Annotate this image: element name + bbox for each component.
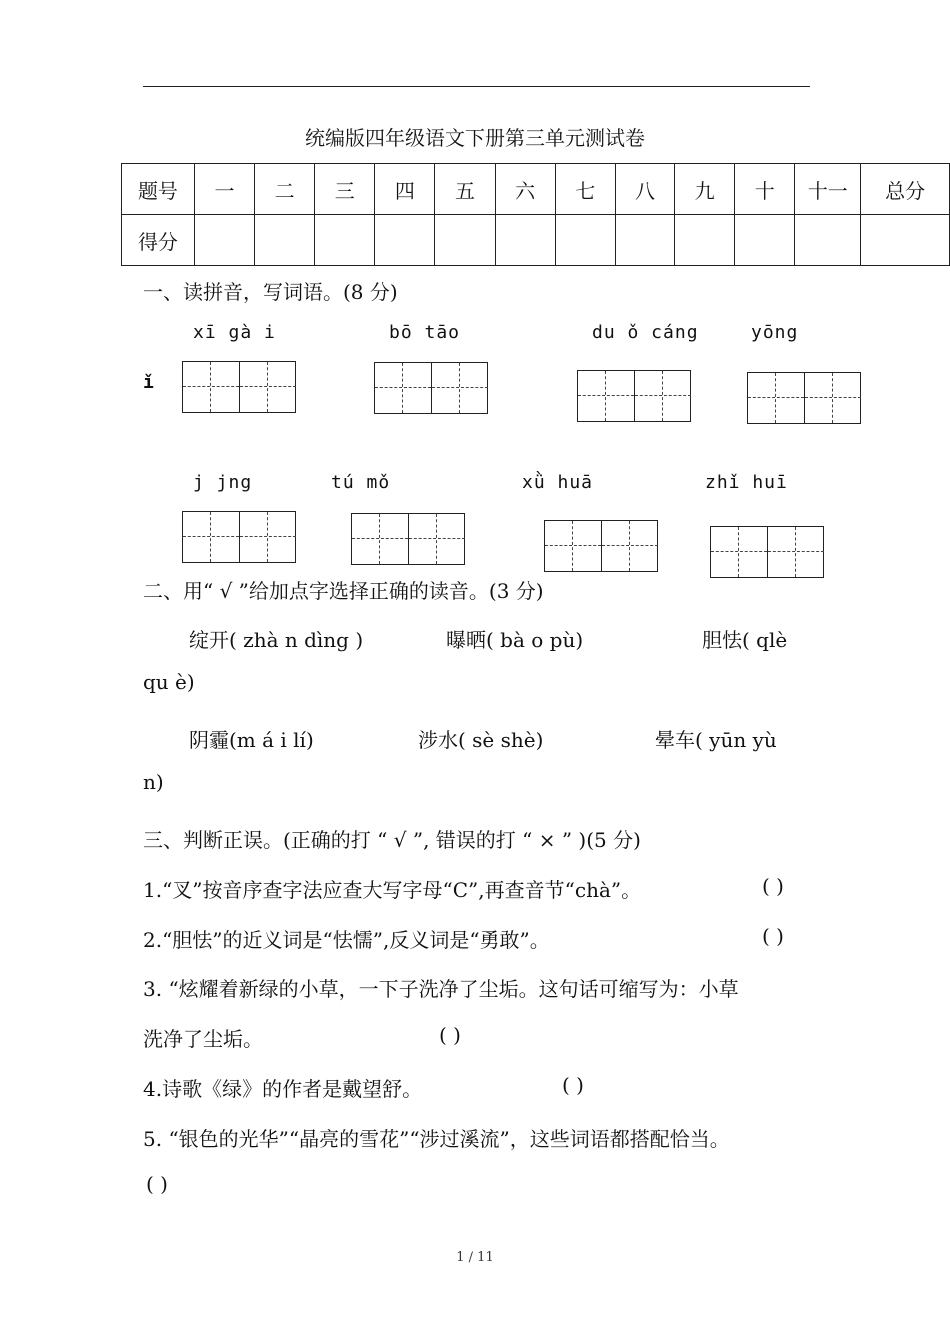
table-cell: 八 [615,164,674,215]
table-cell: 九 [675,164,735,215]
reading-choice-wrap: qu è) [143,670,195,694]
answer-parentheses[interactable]: ( ) [146,1172,168,1196]
writing-grid[interactable] [544,520,658,572]
reading-choice[interactable]: 涉水( sè shè) [418,728,544,752]
writing-grid[interactable] [374,362,488,414]
score-input-cell[interactable] [675,215,735,266]
judgement-item: 1.“叉”按音序查字法应查大写字母“C”,再查音节“chà”。 [143,878,642,902]
grid-cell[interactable] [711,527,767,577]
writing-grid[interactable] [182,511,296,563]
score-input-cell[interactable] [194,215,254,266]
grid-cell[interactable] [634,371,691,421]
score-table [121,163,950,266]
pinyin-label: xī gà i [193,322,276,343]
grid-cell[interactable] [767,527,824,577]
pinyin-label: tú mǒ [331,472,391,493]
table-cell: 一 [194,164,254,215]
score-input-cell[interactable] [615,215,674,266]
grid-cell[interactable] [545,521,601,571]
table-cell: 总分 [861,164,950,215]
pinyin-label: xǜ huā [522,472,594,493]
reading-choice[interactable]: 绽开( zhà n dìng ) [189,628,364,652]
reading-choice[interactable]: 晕车( yūn yù [655,728,777,752]
judgement-item: 4.诗歌《绿》的作者是戴望舒。 [143,1077,423,1101]
judgement-item-wrap: 洗净了尘垢。 [143,1027,263,1051]
score-input-cell[interactable] [375,215,435,266]
pinyin-label: zhǐ huī [705,472,788,493]
table-cell: 四 [375,164,435,215]
table-cell: 五 [435,164,495,215]
grid-cell[interactable] [408,514,465,564]
reading-choice[interactable]: 胆怯( qlè [702,628,788,652]
header-rule [143,86,810,87]
section2-heading: 二、用“ √ ”给加点字选择正确的读音。(3 分) [143,579,544,603]
pinyin-label: bō tāo [389,322,461,343]
grid-cell[interactable] [183,362,239,412]
answer-parentheses[interactable]: ( ) [762,874,784,898]
pinyin-label: yōng [751,322,799,343]
writing-grid[interactable] [747,372,861,424]
writing-grid[interactable] [710,526,824,578]
stray-pinyin: ǐ [143,372,155,393]
writing-grid[interactable] [577,370,691,422]
table-cell: 得分 [122,215,195,266]
grid-cell[interactable] [601,521,658,571]
grid-cell[interactable] [375,363,431,413]
score-input-cell[interactable] [735,215,795,266]
page-title: 统编版四年级语文下册第三单元测试卷 [305,126,645,150]
score-input-cell[interactable] [435,215,495,266]
score-input-cell[interactable] [255,215,315,266]
table-cell: 六 [495,164,555,215]
score-input-cell[interactable] [795,215,861,266]
answer-parentheses[interactable]: ( ) [439,1023,461,1047]
score-input-cell[interactable] [315,215,375,266]
table-cell: 十一 [795,164,861,215]
grid-cell[interactable] [352,514,408,564]
grid-cell[interactable] [239,362,296,412]
judgement-item: 5. “银色的光华”“晶亮的雪花”“涉过溪流”，这些词语都搭配恰当。 [143,1127,730,1151]
writing-grid[interactable] [182,361,296,413]
judgement-item: 3. “炫耀着新绿的小草，一下子洗净了尘垢。这句话可缩写为：小草 [143,977,739,1001]
score-input-cell[interactable] [495,215,555,266]
table-cell: 题号 [122,164,195,215]
grid-cell[interactable] [239,512,296,562]
score-table-score-row [122,215,950,266]
grid-cell[interactable] [183,512,239,562]
reading-choice[interactable]: 阴霾(m á i lí) [189,728,314,752]
score-input-cell[interactable] [555,215,615,266]
page-number: 1 / 11 [456,1250,494,1265]
grid-cell[interactable] [748,373,804,423]
grid-cell[interactable] [431,363,488,413]
table-cell: 七 [555,164,615,215]
pinyin-label: j jng [193,472,253,493]
pinyin-label: du ǒ cáng [592,322,699,343]
score-table-header-row [122,164,950,215]
answer-parentheses[interactable]: ( ) [562,1073,584,1097]
reading-choice[interactable]: 曝晒( bà o pù) [446,628,584,652]
writing-grid[interactable] [351,513,465,565]
grid-cell[interactable] [804,373,861,423]
judgement-item: 2.“胆怯”的近义词是“怯懦”,反义词是“勇敢”。 [143,928,550,952]
section1-heading: 一、读拼音，写词语。(8 分) [143,280,398,304]
section3-heading: 三、判断正误。(正确的打 “ √ ”, 错误的打 “ × ” )(5 分) [143,828,641,852]
table-cell: 十 [735,164,795,215]
table-cell: 二 [255,164,315,215]
grid-cell[interactable] [578,371,634,421]
reading-choice-wrap: n) [143,770,164,794]
table-cell: 三 [315,164,375,215]
answer-parentheses[interactable]: ( ) [762,924,784,948]
score-input-cell[interactable] [861,215,950,266]
